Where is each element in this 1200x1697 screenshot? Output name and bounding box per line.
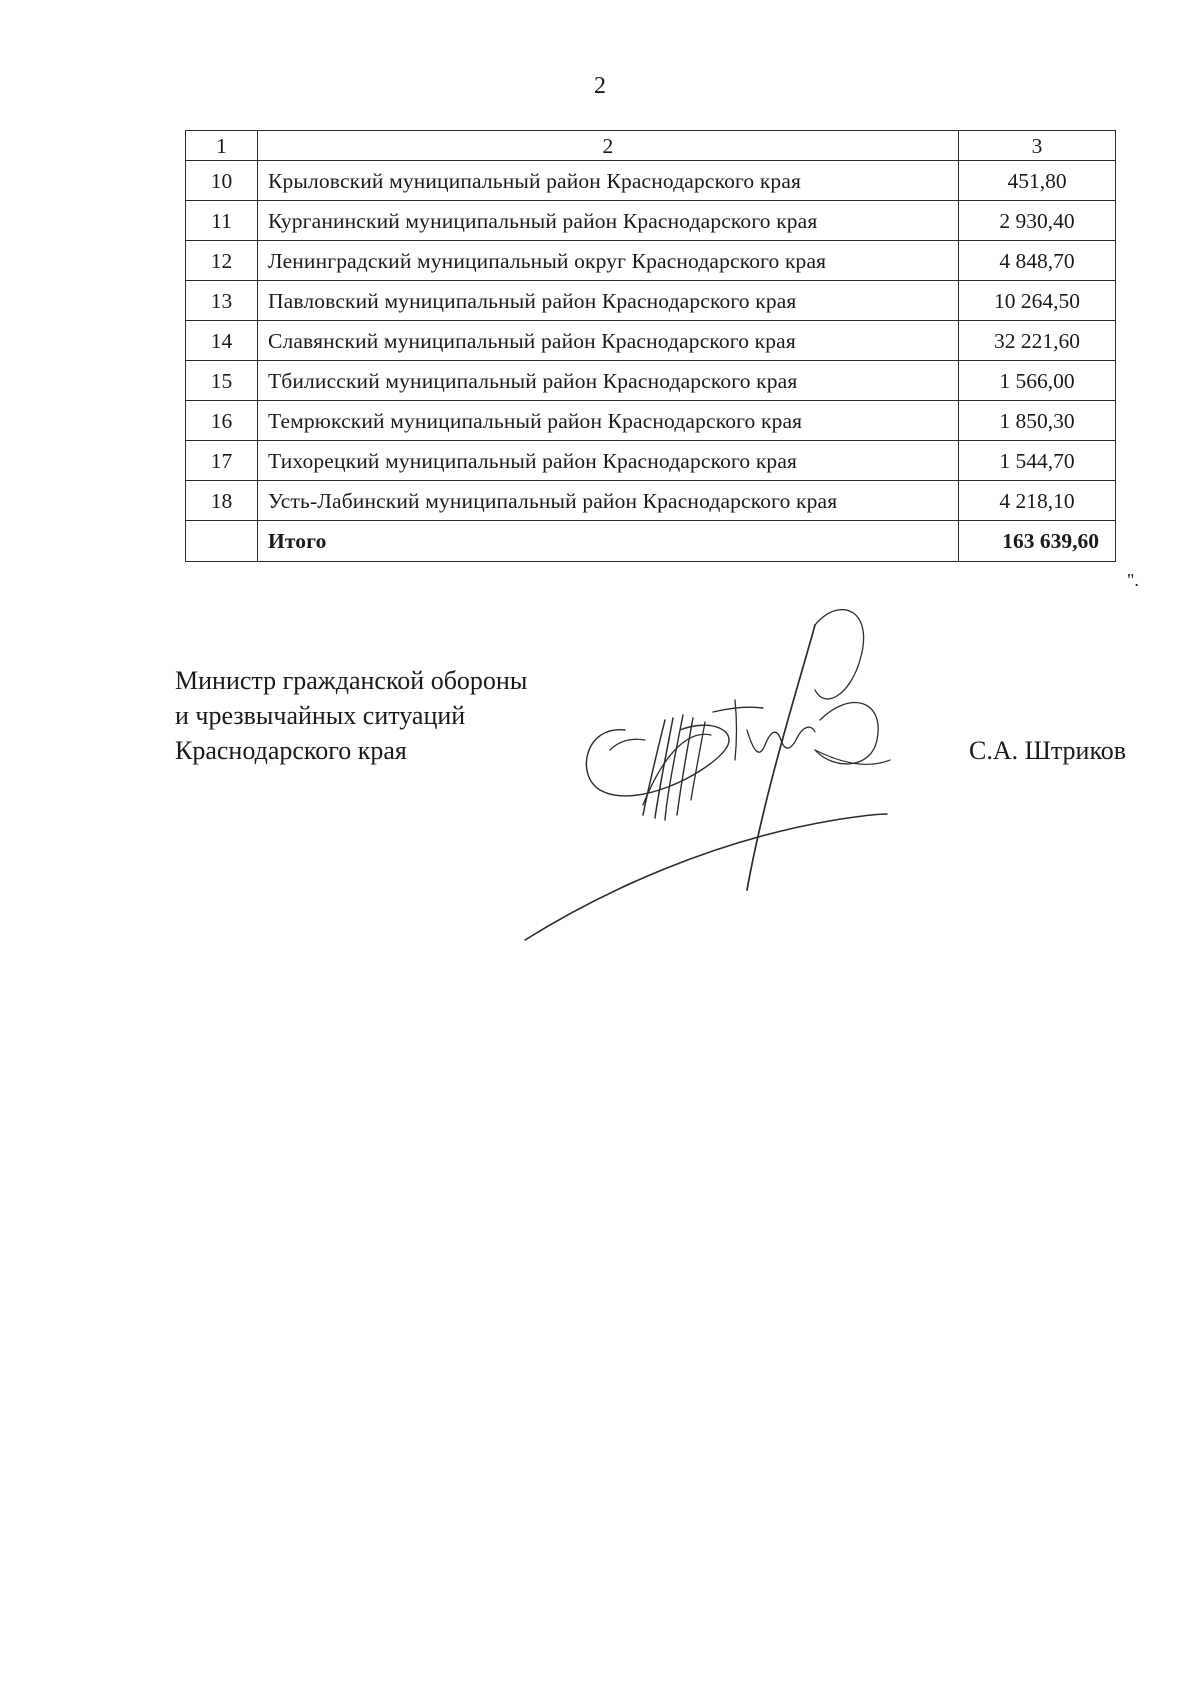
amount-value: 1 544,70 xyxy=(959,441,1116,481)
row-number: 17 xyxy=(186,441,258,481)
table-row xyxy=(186,281,1116,321)
amount-value: 2 930,40 xyxy=(959,201,1116,241)
municipality-name: Павловский муниципальный район Краснодарского края xyxy=(258,281,959,321)
table-row xyxy=(186,161,1116,201)
signer-title-line: и чрезвычайных ситуаций xyxy=(175,701,466,730)
municipality-name: Усть-Лабинский муниципальный район Краснодарского края xyxy=(258,481,959,521)
total-value: 163 639,60 xyxy=(959,521,1116,562)
row-number: 15 xyxy=(186,361,258,401)
table-row xyxy=(186,321,1116,361)
row-number: 13 xyxy=(186,281,258,321)
table-row xyxy=(186,201,1116,241)
table-row xyxy=(186,481,1116,521)
table-header-cell: 1 xyxy=(186,131,258,161)
municipality-name: Ленинградский муниципальный округ Краснодарского края xyxy=(258,241,959,281)
page-number: 2 xyxy=(594,73,606,99)
closing-quote: ". xyxy=(1127,570,1139,590)
allocation-table xyxy=(185,130,1116,562)
table-row xyxy=(186,241,1116,281)
table-header-cell: 2 xyxy=(258,131,959,161)
table-row xyxy=(186,441,1116,481)
municipality-name: Темрюкский муниципальный район Краснодарского края xyxy=(258,401,959,441)
municipality-name: Крыловский муниципальный район Краснодарского края xyxy=(258,161,959,201)
signer-title-line: Министр гражданской обороны xyxy=(175,666,528,695)
total-label: Итого xyxy=(258,521,959,562)
amount-value: 10 264,50 xyxy=(959,281,1116,321)
amount-value: 4 848,70 xyxy=(959,241,1116,281)
row-number: 11 xyxy=(186,201,258,241)
signer-title-line: Краснодарского края xyxy=(175,736,407,765)
total-row xyxy=(186,521,1116,562)
municipality-name: Славянский муниципальный район Краснодарского края xyxy=(258,321,959,361)
table-header-cell: 3 xyxy=(959,131,1116,161)
table-header-row xyxy=(186,131,1116,161)
table-row xyxy=(186,401,1116,441)
row-number: 14 xyxy=(186,321,258,361)
row-number: 16 xyxy=(186,401,258,441)
signer-name: С.А. Штриков xyxy=(969,736,1127,765)
handwritten-signature xyxy=(515,600,945,950)
row-number: 10 xyxy=(186,161,258,201)
amount-value: 1 850,30 xyxy=(959,401,1116,441)
table-row xyxy=(186,361,1116,401)
amount-value: 1 566,00 xyxy=(959,361,1116,401)
municipality-name: Тихорецкий муниципальный район Краснодарского края xyxy=(258,441,959,481)
amount-value: 32 221,60 xyxy=(959,321,1116,361)
amount-value: 4 218,10 xyxy=(959,481,1116,521)
row-number: 12 xyxy=(186,241,258,281)
municipality-name: Курганинский муниципальный район Краснодарского края xyxy=(258,201,959,241)
signer-title xyxy=(175,663,527,768)
amount-value: 451,80 xyxy=(959,161,1116,201)
municipality-name: Тбилисский муниципальный район Краснодарского края xyxy=(258,361,959,401)
row-number: 18 xyxy=(186,481,258,521)
total-number xyxy=(186,521,258,562)
